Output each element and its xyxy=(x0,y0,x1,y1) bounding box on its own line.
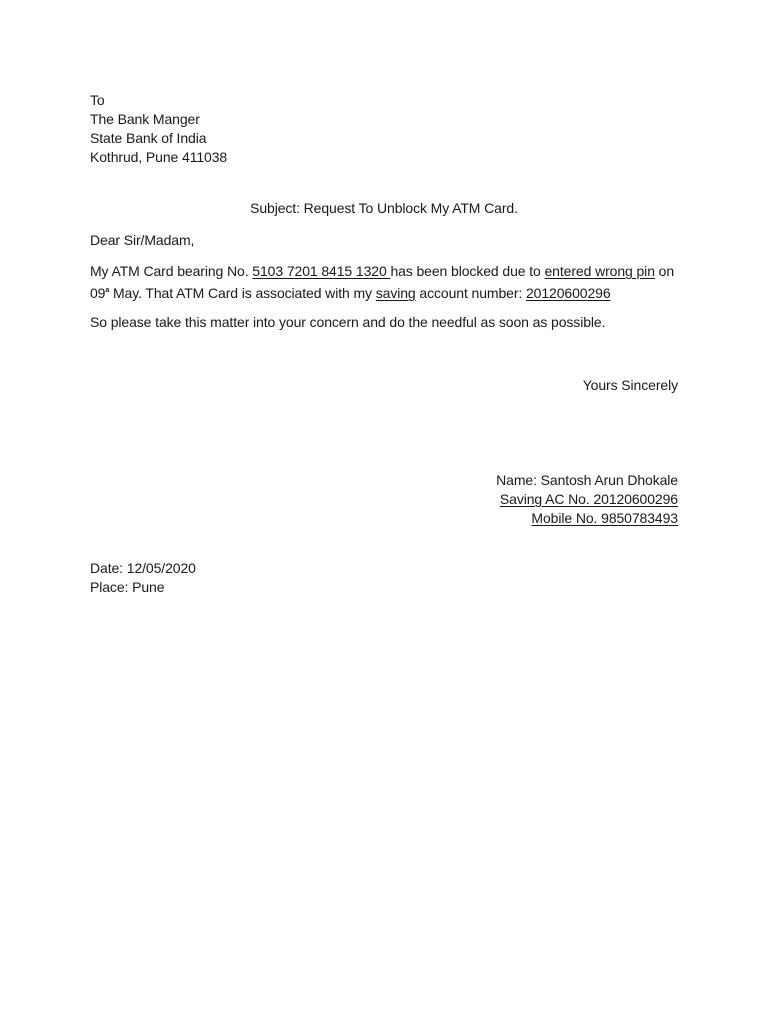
recipient-to: To xyxy=(90,92,105,108)
body-paragraph-line-1 xyxy=(90,262,674,281)
recipient-title: The Bank Manger xyxy=(90,111,200,127)
account-number: 20120600296 xyxy=(525,285,611,301)
closing: Yours Sincerely xyxy=(582,377,678,393)
footer-place: Place: Pune xyxy=(90,579,165,595)
date-day: 09 xyxy=(90,285,106,301)
signature-mobile xyxy=(531,509,678,528)
subject-line: Subject: Request To Unblock My ATM Card. xyxy=(250,200,518,216)
mobile-number: Mobile No. 9850783493 xyxy=(531,510,678,526)
recipient-bank: State Bank of India xyxy=(90,130,207,146)
salutation: Dear Sir/Madam, xyxy=(90,232,195,248)
footer-date: Date: 12/05/2020 xyxy=(90,560,196,576)
body-text: My ATM Card bearing No. xyxy=(90,263,253,279)
body-paragraph-line-2 xyxy=(90,281,611,303)
body-text: May. That ATM Card is associated with my xyxy=(109,285,376,301)
block-reason: entered wrong pin xyxy=(544,263,655,279)
body-text: account number: xyxy=(415,285,526,301)
card-number: 5103 7201 8415 1320 xyxy=(252,263,391,279)
body-text: on xyxy=(654,263,675,279)
account-type: saving xyxy=(375,285,416,301)
signature-saving-ac xyxy=(500,490,678,509)
date-suffix: a xyxy=(105,287,110,294)
body-text: has been blocked due to xyxy=(390,263,545,279)
saving-ac-number: Saving AC No. 20120600296 xyxy=(499,491,678,507)
recipient-address: Kothrud, Pune 411038 xyxy=(90,149,228,165)
signature-name: Name: Santosh Arun Dhokale xyxy=(496,472,678,488)
body-paragraph-2: So please take this matter into your concern and do the needful as soon as possible. xyxy=(90,314,606,330)
